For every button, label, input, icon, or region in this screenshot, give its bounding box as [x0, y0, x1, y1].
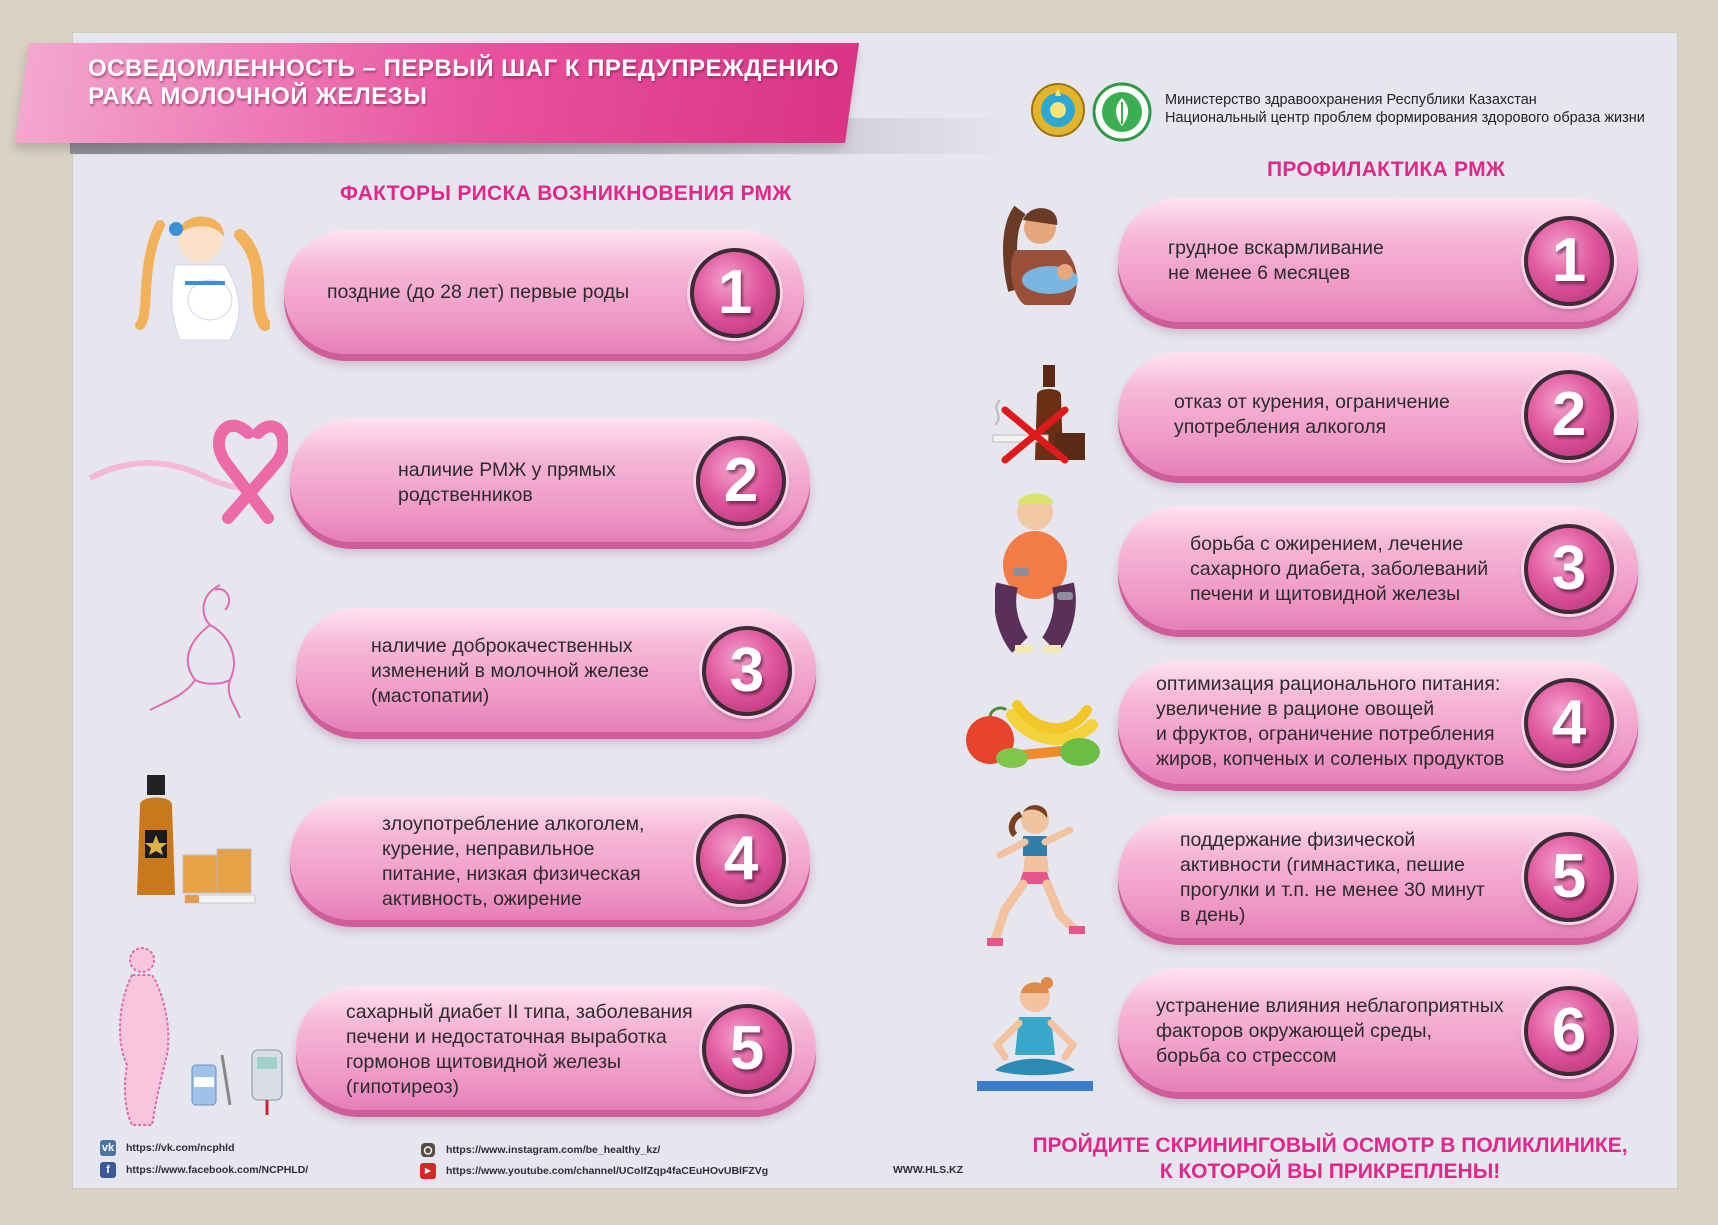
risk-item-5	[296, 986, 816, 1110]
prevention-item-4-text: оптимизация рационального питания: увеличение в рационе овощей и фруктов, ограничение потребления жиров, копченых и соленых продуктов	[1156, 673, 1505, 770]
health-center-logo-icon	[1092, 82, 1152, 142]
instagram-icon	[420, 1142, 436, 1158]
prevention-item-1	[1118, 198, 1638, 322]
youtube-link[interactable]: https://www.youtube.com/channel/UColfZqp4faCEuHOvUBlFZVg	[446, 1165, 769, 1177]
kazakhstan-emblem-icon	[1030, 82, 1086, 138]
risk-item-4	[290, 796, 810, 920]
prevention-item-3-number: 3	[1524, 524, 1614, 614]
risk-item-5-text: сахарный диабет II типа, заболевания печени и недостаточная выработка гормонов щитовидной железы (гипотиреоз)	[346, 1001, 693, 1098]
alcohol-cigarette-icon	[135, 775, 275, 905]
poster-title: ОСВЕДОМЛЕННОСТЬ – ПЕРВЫЙ ШАГ К ПРЕДУПРЕЖДЕНИЮ РАКА МОЛОЧНОЙ ЖЕЛЕЗЫ	[88, 55, 840, 110]
prevention-item-5-text: поддержание физической активности (гимнастика, пешие прогулки и т.п. не менее 30 минут в день)	[1180, 829, 1485, 926]
pink-ribbon-icon	[88, 418, 288, 528]
woman-outline-icon	[140, 580, 250, 720]
prevention-item-5-number: 5	[1524, 832, 1614, 922]
youtube-icon: ▶	[420, 1163, 436, 1179]
yoga-meditation-icon	[975, 975, 1095, 1095]
instagram-link[interactable]: https://www.instagram.com/be_healthy_kz/	[446, 1144, 661, 1156]
prevention-item-6-text: устранение влияния неблагоприятных факторов окружающей среды, борьба со стрессом	[1156, 995, 1504, 1067]
risk-item-2	[290, 418, 810, 542]
prevention-item-4-number: 4	[1524, 678, 1614, 768]
ministry-line-1: Министерство здравоохранения Республики Казахстан	[1165, 92, 1537, 108]
prevention-item-2-number: 2	[1524, 370, 1614, 460]
risk-item-1-text: поздние (до 28 лет) первые роды	[327, 281, 630, 303]
overweight-exercise-icon	[995, 490, 1085, 655]
breastfeeding-mother-icon	[995, 200, 1095, 310]
risk-item-5-number: 5	[702, 1004, 792, 1094]
prevention-item-1-text: грудное вскармливание не менее 6 месяцев	[1168, 237, 1384, 284]
prevention-item-2	[1118, 352, 1638, 476]
prevention-item-1-number: 1	[1524, 216, 1614, 306]
prevention-item-3-text: борьба с ожирением, лечение сахарного диабета, заболеваний печени и щитовидной железы	[1190, 533, 1489, 605]
prevention-item-3	[1118, 506, 1638, 630]
prevention-item-5	[1118, 814, 1638, 938]
prevention-item-4	[1118, 660, 1638, 784]
risk-item-2-number: 2	[696, 436, 786, 526]
risk-item-3-text: наличие доброкачественных изменений в молочной железе (мастопатии)	[371, 635, 649, 707]
website-link[interactable]: WWW.HLS.KZ	[893, 1164, 963, 1176]
prevention-item-2-text: отказ от курения, ограничение употребления алкоголя	[1174, 391, 1450, 438]
facebook-link[interactable]: https://www.facebook.com/NCPHLD/	[126, 1164, 309, 1176]
risk-item-2-text: наличие РМЖ у прямых родственников	[398, 459, 616, 506]
facebook-icon: f	[100, 1162, 116, 1178]
risk-item-3	[296, 608, 816, 732]
risk-item-3-number: 3	[702, 626, 792, 716]
fruits-vegetables-icon	[962, 700, 1107, 770]
risk-item-4-number: 4	[696, 814, 786, 904]
prevention-item-6	[1118, 968, 1638, 1092]
risk-item-1	[284, 230, 804, 354]
running-woman-icon	[985, 800, 1085, 950]
prevention-title: ПРОФИЛАКТИКА РМЖ	[1267, 158, 1506, 181]
obese-silhouette-icon	[112, 945, 302, 1130]
risk-item-4-text: злоупотребление алкоголем, курение, неправильное питание, низкая физическая активность, ожирение	[382, 813, 645, 910]
ministry-line-2: Национальный центр проблем формирования здорового образа жизни	[1165, 110, 1645, 126]
no-smoking-alcohol-icon	[985, 365, 1095, 465]
risk-factors-title: ФАКТОРЫ РИСКА ВОЗНИКНОВЕНИЯ РМЖ	[340, 182, 792, 205]
vk-icon: vk	[101, 1142, 115, 1154]
pregnant-woman-icon	[130, 205, 270, 345]
screening-call-to-action: ПРОЙДИТЕ СКРИНИНГОВЫЙ ОСМОТР В ПОЛИКЛИНИКЕ, К КОТОРОЙ ВЫ ПРИКРЕПЛЕНЫ!	[1032, 1134, 1628, 1183]
prevention-item-6-number: 6	[1524, 986, 1614, 1076]
vk-link[interactable]: https://vk.com/ncphld	[126, 1142, 235, 1154]
risk-item-1-number: 1	[690, 248, 780, 338]
ministry-caption	[1165, 91, 1645, 127]
